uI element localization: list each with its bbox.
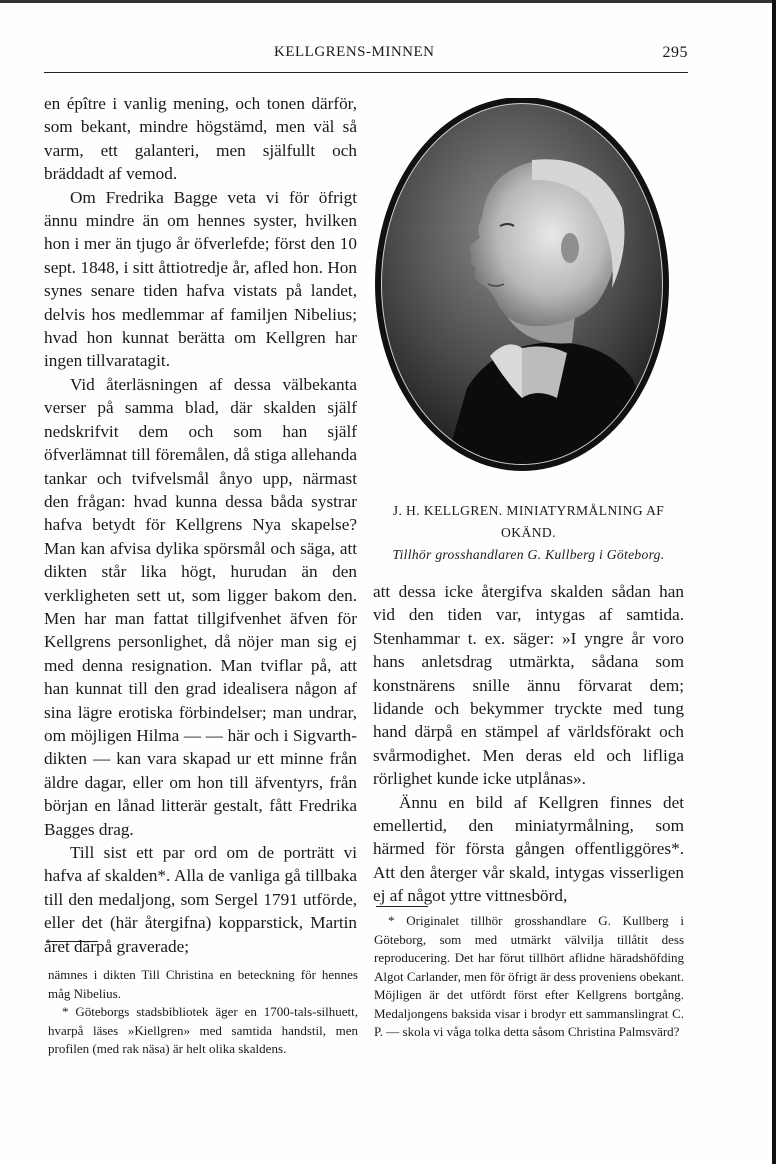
right-paragraph-2: Ännu en bild af Kellgren finnes det emellertid, den miniatyrmålning, som härmed för första gången offentliggöres*. Att den återger vår skald, intygas visserligen ej af något yttre vittnesbörd, — [373, 792, 684, 906]
footnote-left-1: nämnes i dikten Till Christina en beteckning för hennes måg Nibelius. — [48, 967, 358, 1001]
footnote-rule-right — [376, 906, 428, 907]
header-rule — [44, 72, 688, 73]
footnotes-right — [374, 912, 684, 1042]
portrait-figure — [372, 98, 684, 476]
figure-caption — [373, 500, 684, 566]
footnote-right-1: * Originalet tillhör grosshandlare G. Kullberg i Göteborg, som med utmärkt välvilja tillåtit dess reproducering. Det har förut tillhört aflidne häradshöfding Algot Carlander, men för öfrigt är dess proveniens obekant. Möjligen är det utfördt först efter Kellgrens bortgång. Medaljongens baksida visar i brodyr ett sammanslingrat C. P. — skola vi våga tolka detta såsom Christina Palmsvärd? — [374, 913, 684, 1039]
running-title: KELLGRENS-MINNEN — [274, 44, 435, 60]
left-paragraph-1: en épître i vanlig mening, och tonen därför, som bekant, mindre högstämd, men väl så varm, ett galanteri, men själfullt och bräddadt af vemod. — [44, 94, 357, 184]
left-column — [44, 92, 357, 958]
page-number: 295 — [662, 44, 688, 61]
footnotes-left — [48, 966, 358, 1059]
caption-ownership: Tillhör grosshandlaren G. Kullberg i Göteborg. — [392, 547, 665, 562]
left-paragraph-3: Vid återläsningen af dessa välbekanta verser på samma blad, där skalden själf nedskrifvit dem och som han själf öfverlämnat till föremålen, då stiga allehanda tankar och tvifvelsmål ånyo upp, närmast den frågan: hvad kunna dessa båda systrar hafva betydt för Kellgrens Nya skapelse? Man kan afvisa dylika spörsmål och säga, att dikten står lika högt, hurudan än den verkligheten sett ut, som ligger bakom den. Men har man fattat tillgifvenhet äfven för Kellgrens personlighet, då nöjer man sig ej med denna resignation. Man tviflar på, att han kunnat till den grad idealisera någon af sina lägre erotiska förbindelser; man undrar, om möjligen Hilma — — här och i Sigvarth-dikten — kan vara skapad ur ett minne från äldre dagar, eller om hon till äfventyrs, från början en lånad litterär gestalt, fått Fredrika Bagges drag. — [44, 374, 357, 839]
footnote-left-2: * Göteborgs stadsbibliotek äger en 1700-tals-silhuett, hvarpå läses »Kiellgren» med samtida handstil, men profilen (med rak näsa) är helt olika skaldens. — [48, 1004, 358, 1056]
left-paragraph-4: Till sist ett par ord om de porträtt vi hafva af skalden*. Alla de vanliga gå tillbaka till den medaljong, som Sergel 1791 utförde, eller det (här återgifna) kopparstick, Martin året därpå graverade; — [44, 843, 357, 956]
page-right-edge — [772, 0, 776, 1164]
caption-title: J. H. KELLGREN. MINIATYRMÅLNING AF OKÄND. — [392, 503, 665, 540]
left-paragraph-2: Om Fredrika Bagge veta vi för öfrigt ännu mindre än om hennes syster, hvilken hon i mer än tjugo år öfverlefde; först den 10 sept. 1848, i sitt åttiotredje år, afled hon. Hon synes senare tiden hafva vistats på landet, delvis hos medlemmar af familjen Nibelius; hvad hon kunnat berätta om Kellgren har ingen tillvaratagit. — [44, 187, 357, 371]
page-top-edge — [0, 0, 776, 3]
right-paragraph-1: att dessa icke återgifva skalden sådan han vid den tiden var, intygas af samtida. Stenhammar t. ex. säger: »I yngre år voro hans anletsdrag utmärkta, sådana som konstnärens snille ännu förvarat dem; lidande och bekymmer tryckte med tung hand därpå en stämpel af världsförakt och svårmodighet. Men deras eld och lifliga rörlighet kunde icke utplånas». — [373, 582, 684, 789]
portrait-miniature — [372, 98, 684, 476]
footnote-rule-left — [46, 941, 98, 942]
right-column — [373, 580, 684, 908]
